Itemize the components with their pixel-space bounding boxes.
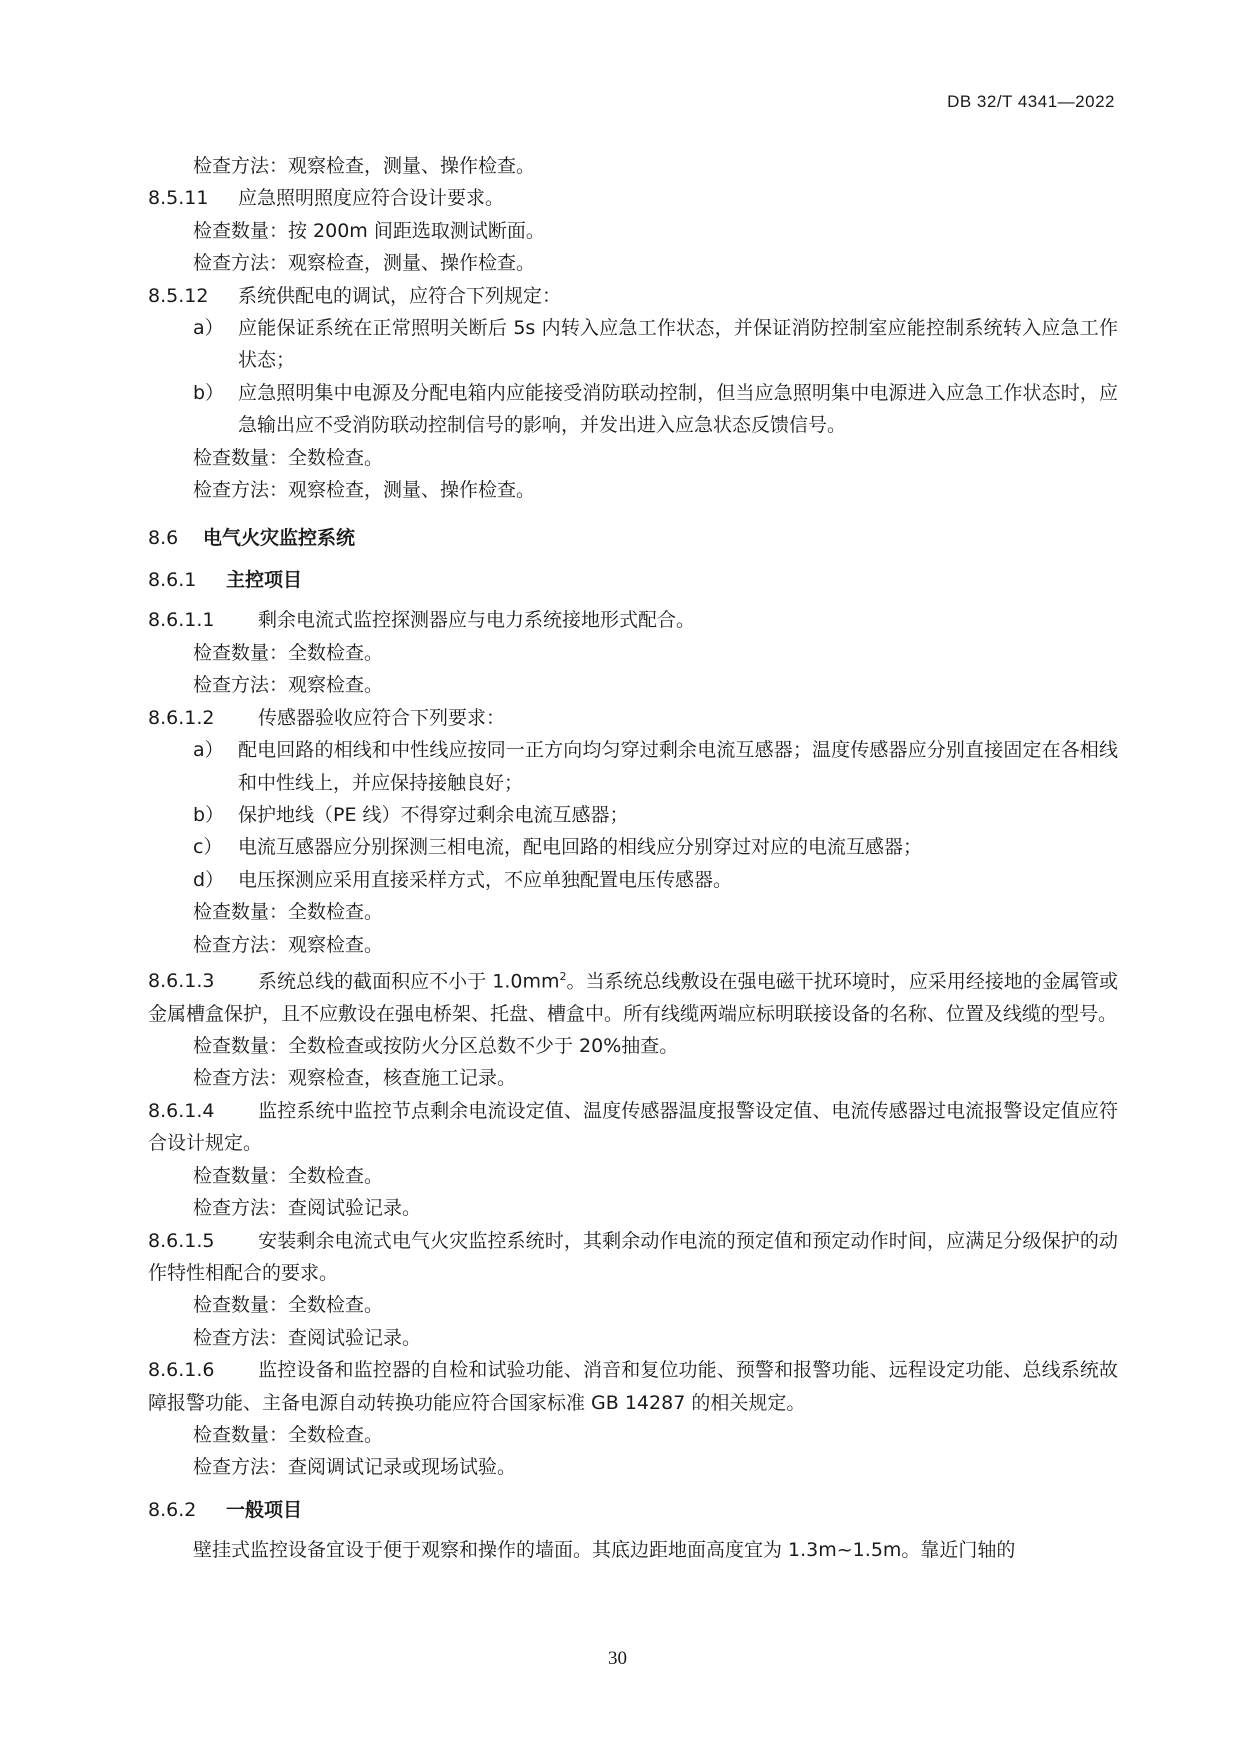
check-quantity: 检查数量：按 200m 间距选取测试断面。: [193, 219, 545, 242]
check-method: 检查方法：观察检查，测量、操作检查。: [193, 479, 536, 502]
clause-8-6-1-4: [148, 1095, 1118, 1160]
section-title: 电气火灾监控系统: [203, 527, 356, 550]
clause-text: 传感器验收应符合下列要求：: [258, 706, 506, 729]
check-quantity: 检查数量：全数检查。: [193, 1423, 384, 1446]
list-marker: c）: [193, 836, 223, 859]
section-title: 一般项目: [226, 1498, 303, 1521]
clause-8-6-1-3: [148, 961, 1118, 1030]
paragraph-text: 壁挂式监控设备宜设于便于观察和操作的墙面。其底边距地面高度宜为 1.3m~1.5m。靠近门轴的: [193, 1538, 1016, 1561]
check-method: 检查方法：观察检查。: [193, 674, 384, 697]
clause-text: 应急照明照度应符合设计要求。: [238, 187, 505, 210]
check-quantity: 检查数量：全数检查或按防火分区总数不少于 20%抽查。: [193, 1035, 679, 1058]
check-method: 检查方法：查阅调试记录或现场试验。: [193, 1456, 517, 1479]
document-body: [148, 150, 1118, 1566]
clause-number: 8.6.1.3: [148, 970, 215, 993]
section-number: 8.6.1: [148, 569, 197, 592]
check-quantity: 检查数量：全数检查。: [193, 641, 384, 664]
list-marker: a）: [193, 317, 224, 340]
check-method: 检查方法：观察检查，核查施工记录。: [193, 1067, 517, 1090]
list-text: 保护地线（PE 线）不得穿过剩余电流互感器；: [238, 803, 629, 826]
check-method: 检查方法：查阅试验记录。: [193, 1326, 422, 1349]
list-item-a: [148, 312, 1118, 377]
clause-text: 监控设备和监控器的自检和试验功能、消音和复位功能、预警和报警功能、远程设定功能、总线系统故障报警功能、主备电源自动转换功能应符合国家标准 GB 14287 的相关规定。: [148, 1359, 1118, 1414]
list-text: 应急照明集中电源及分配电箱内应能接受消防联动控制，但当应急照明集中电源进入应急工作状态时，应急输出应不受消防联动控制信号的影响，并发出进入应急状态反馈信号。: [238, 381, 1118, 437]
clause-number: 8.6.1.5: [148, 1229, 215, 1252]
section-heading-8-6: [148, 522, 1118, 554]
clause-number: 8.6.1.6: [148, 1359, 215, 1382]
check-method: 检查方法：观察检查，测量、操作检查。: [193, 252, 536, 275]
clause-number: 8.5.12: [148, 284, 209, 307]
clause-text: 安装剩余电流式电气火灾监控系统时，其剩余动作电流的预定值和预定动作时间，应满足分级保护的动作特性相配合的要求。: [148, 1229, 1118, 1284]
list-text: 电压探测应采用直接采样方式，不应单独配置电压传感器。: [238, 868, 733, 891]
list-item-a: [148, 734, 1118, 799]
clause-8-6-1-1: [148, 604, 1118, 636]
clause-8-6-1-5: [148, 1225, 1118, 1290]
section-title: 主控项目: [226, 569, 303, 592]
clause-number: 8.6.1.1: [148, 609, 215, 632]
clause-text: 系统供配电的调试，应符合下列规定：: [238, 284, 562, 307]
list-text: 配电回路的相线和中性线应按同一正方向均匀穿过剩余电流互感器；温度传感器应分别直接固定在各相线和中性线上，并应保持接触良好；: [238, 739, 1118, 794]
list-item-c: [148, 831, 1118, 863]
clause-8-5-11: [148, 182, 1118, 214]
check-quantity: 检查数量：全数检查。: [193, 901, 384, 924]
list-text: 电流互感器应分别探测三相电流，配电回路的相线应分别穿过对应的电流互感器；: [238, 836, 923, 859]
list-item-d: [148, 864, 1118, 896]
list-marker: d）: [193, 868, 225, 891]
check-quantity: 检查数量：全数检查。: [193, 1164, 384, 1187]
clause-text: 剩余电流式监控探测器应与电力系统接地形式配合。: [258, 609, 696, 632]
clause-text: 监控系统中监控节点剩余电流设定值、温度传感器温度报警设定值、电流传感器过电流报警设定值应符合设计规定。: [148, 1099, 1118, 1155]
list-marker: b）: [193, 381, 225, 404]
list-marker: a）: [193, 739, 224, 762]
list-marker: b）: [193, 803, 225, 826]
check-quantity: 检查数量：全数检查。: [193, 446, 384, 469]
list-item-b: [148, 377, 1118, 442]
section-heading-8-6-2: [148, 1494, 1118, 1526]
clause-number: 8.6.1.2: [148, 706, 215, 729]
clause-number: 8.5.11: [148, 187, 209, 210]
doc-code-header: DB 32/T 4341—2022: [947, 92, 1115, 111]
clause-text-cont: 。当系统总线敷设在强电磁干扰环境时，应采用经接地的金属管或金属槽盒保护，且不应敷设在强电桥架、托盘、槽盒中。所有线缆两端应标明联接设备的名称、位置及线缆的型号。: [148, 970, 1118, 1025]
page-number: 30: [608, 1648, 627, 1669]
list-item-b: [148, 799, 1118, 831]
check-method: 检查方法：观察检查。: [193, 933, 384, 956]
clause-8-6-1-2: [148, 702, 1118, 734]
section-number: 8.6: [148, 527, 179, 550]
superscript: 2: [559, 969, 567, 983]
check-method: 检查方法：观察检查，测量、操作检查。: [193, 155, 536, 177]
clause-text: 系统总线的截面积应不小于 1.0mm: [258, 970, 560, 993]
clause-8-6-1-6: [148, 1354, 1118, 1419]
clause-8-5-12: [148, 280, 1118, 312]
list-text: 应能保证系统在正常照明关断后 5s 内转入应急工作状态，并保证消防控制室应能控制系统转入应急工作状态；: [238, 317, 1118, 372]
section-heading-8-6-1: [148, 564, 1118, 596]
check-method: 检查方法：查阅试验记录。: [193, 1197, 422, 1220]
check-quantity: 检查数量：全数检查。: [193, 1294, 384, 1317]
section-number: 8.6.2: [148, 1498, 197, 1521]
clause-number: 8.6.1.4: [148, 1099, 215, 1122]
